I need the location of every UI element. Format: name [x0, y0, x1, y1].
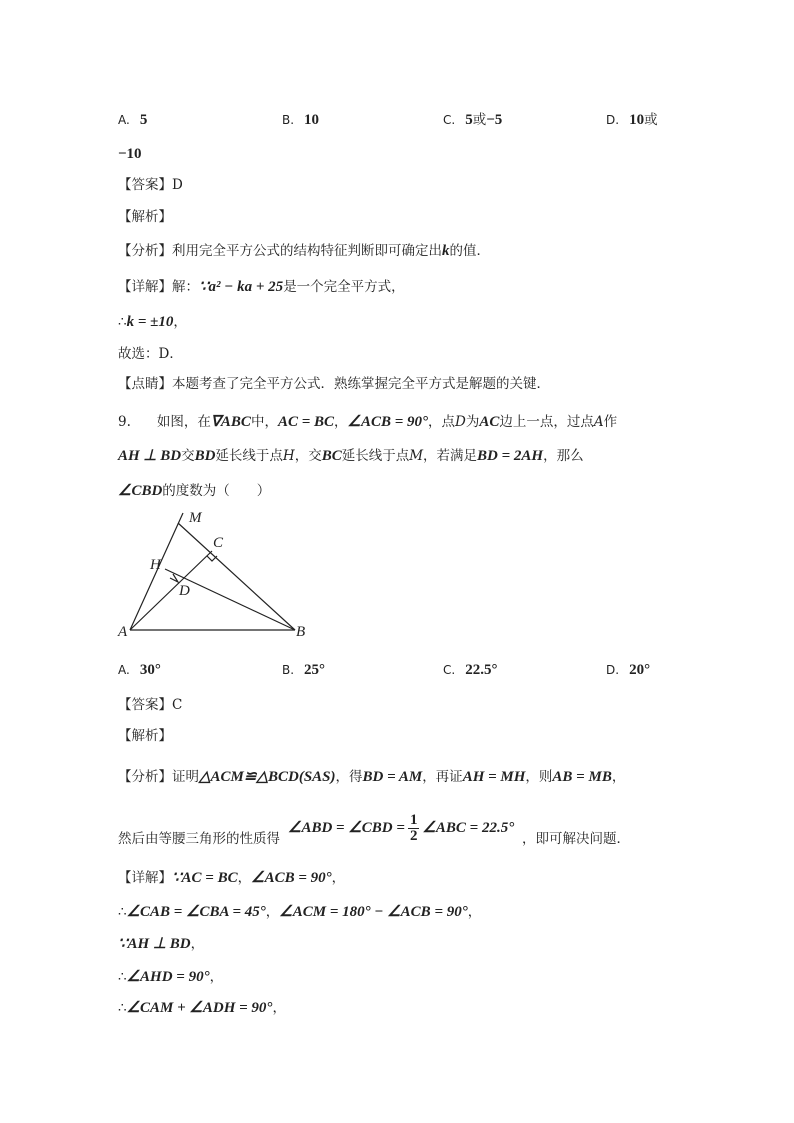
q9-option-b: B. 25° [282, 662, 326, 678]
right-angle-c [207, 556, 217, 561]
label-c: C [213, 535, 224, 551]
q9-fenxi: 【分析】证明△ACM≌△BCD(SAS)，得BD = AM，再证AH = MH，则AB = MB， [118, 769, 626, 785]
q9-option-d: D. 20° [606, 662, 651, 678]
q8-fenxi: 【分析】利用完全平方公式的结构特征判断即可确定出k的值． [118, 243, 490, 259]
q9-detail-line1: 【详解】∵AC = BC，∠ACB = 90°， [118, 870, 346, 886]
q8-choose: 故选：D． [118, 346, 183, 362]
q9-detail-line2: ∴∠CAB = ∠CBA = 45°，∠ACM = 180° − ∠ACB = 90°， [118, 904, 482, 920]
q9-fenxi-line2-end: ，即可解决问题． [522, 831, 630, 847]
q8-option-b: B. 10 [282, 112, 320, 128]
q9-detail-line5: ∴∠CAM + ∠ADH = 90°， [118, 1000, 286, 1016]
q9-detail-line3: ∵AH ⊥ BD， [118, 936, 205, 952]
segment-mb [178, 523, 295, 630]
q9-fenxi-line2: 然后由等腰三角形的性质得 [118, 831, 280, 847]
q9-analysis-heading: 【解析】 [118, 728, 172, 744]
segment-ac [130, 551, 212, 630]
q9-detail-line4: ∴∠AHD = 90°， [118, 969, 224, 985]
q9-answer: 【答案】C [118, 697, 183, 713]
q8-option-a: A. 5 [118, 112, 148, 128]
label-d: D [179, 583, 190, 599]
label-b: B [296, 624, 306, 640]
q9-option-c: C. 22.5° [443, 662, 498, 678]
right-angle-h [170, 574, 178, 582]
q8-option-d: D. 10或 [606, 112, 658, 128]
q8-answer: 【答案】D [118, 177, 183, 193]
q8-detail: 【详解】解：∵a² − ka + 25是一个完全平方式， [118, 279, 405, 295]
segment-bh [165, 569, 295, 630]
q8-k-result: ∴k = ±10， [118, 314, 187, 330]
label-h: H [150, 557, 161, 573]
q8-option-d-cont: −10 [118, 146, 142, 162]
q8-comment: 【点睛】本题考查了完全平方公式．熟练掌握完全平方式是解题的关键． [118, 376, 550, 392]
q8-analysis-heading: 【解析】 [118, 209, 172, 225]
q9-stem-line1: 9. 如图，在∇ABC中，AC = BC，∠ACB = 90°，点D为AC边上一点，过点A作 [118, 414, 618, 430]
q9-stem-line3: ∠CBD的度数为（ ） [118, 483, 271, 499]
label-a: A [118, 624, 128, 640]
q9-stem-line2: AH ⊥ BD交BD延长线于点H，交BC延长线于点M，若满足BD = 2AH，那么 [118, 448, 584, 464]
q8-option-c: C. 5或−5 [443, 112, 503, 128]
q9-fenxi-equation: ∠ABD = ∠CBD = $\frac{1}{2}$ ∠ABC = 22.5° [288, 812, 515, 844]
q9-triangle-figure [115, 505, 325, 640]
label-m: M [189, 510, 202, 526]
q9-option-a: A. 30° [118, 662, 161, 678]
